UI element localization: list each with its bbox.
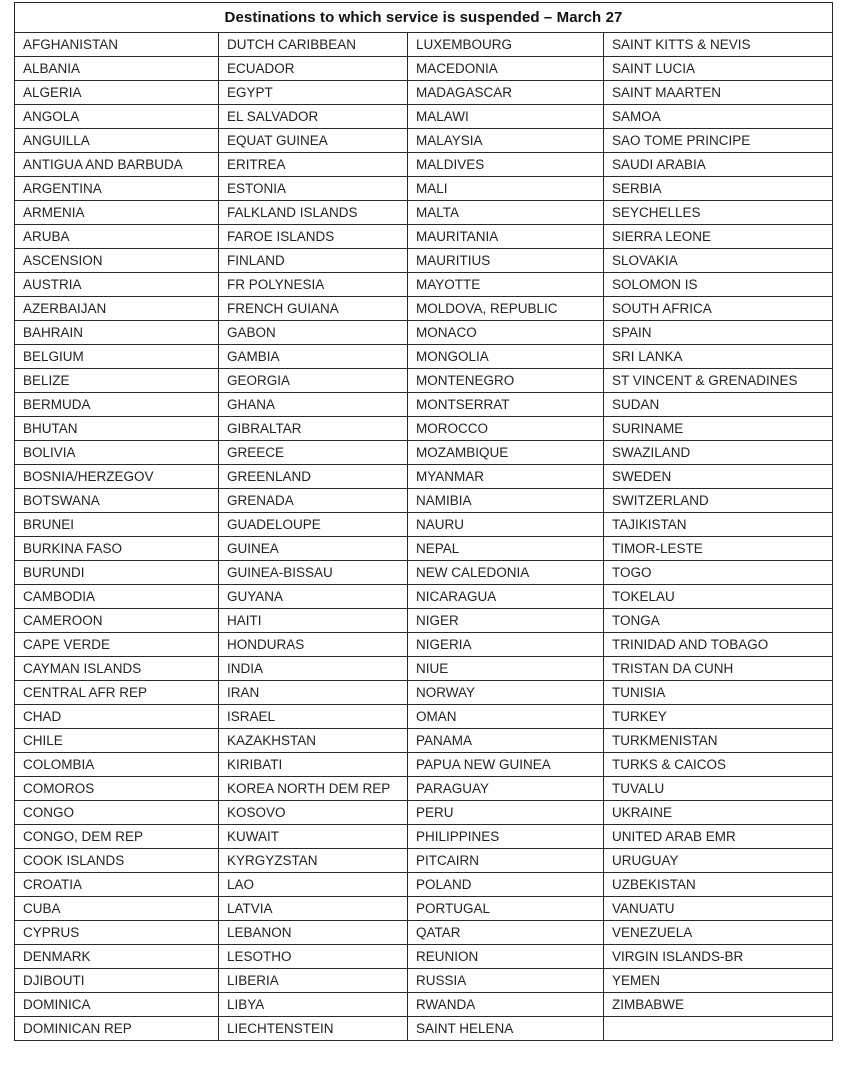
table-cell: ESTONIA <box>219 177 408 201</box>
table-cell: TOGO <box>604 561 833 585</box>
table-cell: RWANDA <box>408 993 604 1017</box>
table-row <box>15 561 833 585</box>
table-row <box>15 681 833 705</box>
table-cell: COMOROS <box>15 777 219 801</box>
table-cell: LIECHTENSTEIN <box>219 1017 408 1041</box>
table-cell: ECUADOR <box>219 57 408 81</box>
table-cell: BOTSWANA <box>15 489 219 513</box>
table-cell: SIERRA LEONE <box>604 225 833 249</box>
table-row <box>15 81 833 105</box>
table-cell: BHUTAN <box>15 417 219 441</box>
table-row <box>15 777 833 801</box>
table-row <box>15 249 833 273</box>
table-cell: KOSOVO <box>219 801 408 825</box>
table-cell: NIUE <box>408 657 604 681</box>
table-cell: CONGO <box>15 801 219 825</box>
table-cell: GUADELOUPE <box>219 513 408 537</box>
table-cell: ANTIGUA AND BARBUDA <box>15 153 219 177</box>
table-cell: MONTSERRAT <box>408 393 604 417</box>
table-cell: SAMOA <box>604 105 833 129</box>
table-row <box>15 921 833 945</box>
table-cell: TURKS & CAICOS <box>604 753 833 777</box>
table-cell: ISRAEL <box>219 705 408 729</box>
table-cell: VENEZUELA <box>604 921 833 945</box>
table-row <box>15 393 833 417</box>
table-cell: SEYCHELLES <box>604 201 833 225</box>
table-cell: ARMENIA <box>15 201 219 225</box>
table-cell: ARUBA <box>15 225 219 249</box>
table-row <box>15 657 833 681</box>
table-row <box>15 297 833 321</box>
table-cell: POLAND <box>408 873 604 897</box>
table-cell: NAMIBIA <box>408 489 604 513</box>
table-cell: LESOTHO <box>219 945 408 969</box>
table-cell: MOZAMBIQUE <box>408 441 604 465</box>
table-cell: MAURITIUS <box>408 249 604 273</box>
table-row <box>15 849 833 873</box>
table-cell: SWITZERLAND <box>604 489 833 513</box>
table-cell: GREENLAND <box>219 465 408 489</box>
table-row <box>15 129 833 153</box>
table-cell: FALKLAND ISLANDS <box>219 201 408 225</box>
table-cell: SPAIN <box>604 321 833 345</box>
table-cell: TOKELAU <box>604 585 833 609</box>
table-row <box>15 369 833 393</box>
table-cell: BELIZE <box>15 369 219 393</box>
table-cell: SWEDEN <box>604 465 833 489</box>
table-cell: TRINIDAD AND TOBAGO <box>604 633 833 657</box>
table-cell: CONGO, DEM REP <box>15 825 219 849</box>
table-cell: ST VINCENT & GRENADINES <box>604 369 833 393</box>
table-row <box>15 273 833 297</box>
table-row <box>15 729 833 753</box>
table-cell: LIBYA <box>219 993 408 1017</box>
table-cell: BAHRAIN <box>15 321 219 345</box>
table-cell: TRISTAN DA CUNH <box>604 657 833 681</box>
table-row <box>15 873 833 897</box>
table-cell: AUSTRIA <box>15 273 219 297</box>
table-cell: SERBIA <box>604 177 833 201</box>
table-cell: SAINT KITTS & NEVIS <box>604 33 833 57</box>
table-cell: AZERBAIJAN <box>15 297 219 321</box>
table-row <box>15 153 833 177</box>
table-row <box>15 201 833 225</box>
table-cell: CUBA <box>15 897 219 921</box>
table-cell: KOREA NORTH DEM REP <box>219 777 408 801</box>
table-cell: RUSSIA <box>408 969 604 993</box>
table-cell: LIBERIA <box>219 969 408 993</box>
table-cell: ASCENSION <box>15 249 219 273</box>
table-cell: GAMBIA <box>219 345 408 369</box>
table-row <box>15 417 833 441</box>
table-cell: DENMARK <box>15 945 219 969</box>
table-cell: NIGER <box>408 609 604 633</box>
table-row <box>15 609 833 633</box>
table-cell: MALAWI <box>408 105 604 129</box>
table-row <box>15 753 833 777</box>
table-cell: UNITED ARAB EMR <box>604 825 833 849</box>
table-cell: CROATIA <box>15 873 219 897</box>
table-row <box>15 441 833 465</box>
table-cell: SUDAN <box>604 393 833 417</box>
table-cell: PITCAIRN <box>408 849 604 873</box>
table-cell: MONTENEGRO <box>408 369 604 393</box>
table-cell: URUGUAY <box>604 849 833 873</box>
table-cell: PORTUGAL <box>408 897 604 921</box>
table-cell: MONGOLIA <box>408 345 604 369</box>
table-cell: DOMINICA <box>15 993 219 1017</box>
table-row <box>15 513 833 537</box>
table-cell: NAURU <box>408 513 604 537</box>
table-cell: DJIBOUTI <box>15 969 219 993</box>
table-row <box>15 321 833 345</box>
table-cell: MALDIVES <box>408 153 604 177</box>
table-title: Destinations to which service is suspended – March 27 <box>15 3 833 33</box>
table-cell: SAO TOME PRINCIPE <box>604 129 833 153</box>
table-cell: SAINT HELENA <box>408 1017 604 1041</box>
table-row <box>15 57 833 81</box>
table-cell: PANAMA <box>408 729 604 753</box>
table-cell: ERITREA <box>219 153 408 177</box>
table-cell: FRENCH GUIANA <box>219 297 408 321</box>
table-cell: KAZAKHSTAN <box>219 729 408 753</box>
table-cell: KIRIBATI <box>219 753 408 777</box>
table-cell: CAMBODIA <box>15 585 219 609</box>
table-cell: TONGA <box>604 609 833 633</box>
table-cell: SRI LANKA <box>604 345 833 369</box>
table-cell: GUINEA <box>219 537 408 561</box>
table-cell: SAUDI ARABIA <box>604 153 833 177</box>
table-cell: GUINEA-BISSAU <box>219 561 408 585</box>
table-cell: COLOMBIA <box>15 753 219 777</box>
table-cell: SOUTH AFRICA <box>604 297 833 321</box>
table-row <box>15 633 833 657</box>
table-cell: ALGERIA <box>15 81 219 105</box>
table-row <box>15 537 833 561</box>
table-row <box>15 225 833 249</box>
table-row <box>15 705 833 729</box>
table-cell: MAYOTTE <box>408 273 604 297</box>
table-cell: FINLAND <box>219 249 408 273</box>
table-cell: NIGERIA <box>408 633 604 657</box>
table-header <box>15 3 833 33</box>
table-cell: MACEDONIA <box>408 57 604 81</box>
table-cell: YEMEN <box>604 969 833 993</box>
table-cell: LUXEMBOURG <box>408 33 604 57</box>
table-cell: KUWAIT <box>219 825 408 849</box>
table-cell: REUNION <box>408 945 604 969</box>
table-cell: SOLOMON IS <box>604 273 833 297</box>
table-cell: INDIA <box>219 657 408 681</box>
table-cell: PHILIPPINES <box>408 825 604 849</box>
table-cell: MOROCCO <box>408 417 604 441</box>
table-cell: NEPAL <box>408 537 604 561</box>
table-cell: ARGENTINA <box>15 177 219 201</box>
table-cell: MALI <box>408 177 604 201</box>
table-row <box>15 945 833 969</box>
table-cell: GHANA <box>219 393 408 417</box>
table-row <box>15 177 833 201</box>
table-cell: MOLDOVA, REPUBLIC <box>408 297 604 321</box>
table-cell: SAINT MAARTEN <box>604 81 833 105</box>
header-row <box>15 3 833 33</box>
table-cell: BOSNIA/HERZEGOV <box>15 465 219 489</box>
table-cell: SURINAME <box>604 417 833 441</box>
table-row <box>15 969 833 993</box>
table-body <box>15 33 833 1041</box>
table-cell: SAINT LUCIA <box>604 57 833 81</box>
table-cell: PARAGUAY <box>408 777 604 801</box>
suspended-destinations-table <box>14 2 833 1041</box>
table-cell: ALBANIA <box>15 57 219 81</box>
table-cell: GIBRALTAR <box>219 417 408 441</box>
table-cell: BRUNEI <box>15 513 219 537</box>
table-row <box>15 465 833 489</box>
table-cell: LAO <box>219 873 408 897</box>
table-cell: HAITI <box>219 609 408 633</box>
table-cell: NORWAY <box>408 681 604 705</box>
table-cell: QATAR <box>408 921 604 945</box>
table-cell: TAJIKISTAN <box>604 513 833 537</box>
table-cell: DUTCH CARIBBEAN <box>219 33 408 57</box>
table-cell: PERU <box>408 801 604 825</box>
table-cell: NEW CALEDONIA <box>408 561 604 585</box>
table-cell: CHILE <box>15 729 219 753</box>
table-cell: GABON <box>219 321 408 345</box>
table-row <box>15 585 833 609</box>
table-cell: GREECE <box>219 441 408 465</box>
table-cell: AFGHANISTAN <box>15 33 219 57</box>
table-cell: LEBANON <box>219 921 408 945</box>
table-cell: TIMOR-LESTE <box>604 537 833 561</box>
table-cell: UZBEKISTAN <box>604 873 833 897</box>
table-cell: ZIMBABWE <box>604 993 833 1017</box>
table-cell: GUYANA <box>219 585 408 609</box>
table-cell: EQUAT GUINEA <box>219 129 408 153</box>
table-cell: CHAD <box>15 705 219 729</box>
table-cell: VIRGIN ISLANDS-BR <box>604 945 833 969</box>
table-row <box>15 1017 833 1041</box>
table-cell: CYPRUS <box>15 921 219 945</box>
table-cell: COOK ISLANDS <box>15 849 219 873</box>
table-cell: TUVALU <box>604 777 833 801</box>
table-cell: MADAGASCAR <box>408 81 604 105</box>
table-row <box>15 105 833 129</box>
table-cell: SWAZILAND <box>604 441 833 465</box>
table-cell: MYANMAR <box>408 465 604 489</box>
table-cell: VANUATU <box>604 897 833 921</box>
table-row <box>15 825 833 849</box>
table-cell: CENTRAL AFR REP <box>15 681 219 705</box>
table-cell: EGYPT <box>219 81 408 105</box>
table-cell: MALTA <box>408 201 604 225</box>
table-cell <box>604 1017 833 1041</box>
table-cell: SLOVAKIA <box>604 249 833 273</box>
table-cell: UKRAINE <box>604 801 833 825</box>
table-cell: EL SALVADOR <box>219 105 408 129</box>
table-cell: LATVIA <box>219 897 408 921</box>
table-cell: IRAN <box>219 681 408 705</box>
table-cell: OMAN <box>408 705 604 729</box>
table-cell: GEORGIA <box>219 369 408 393</box>
table-cell: TUNISIA <box>604 681 833 705</box>
table-cell: HONDURAS <box>219 633 408 657</box>
table-cell: BOLIVIA <box>15 441 219 465</box>
table-cell: ANGUILLA <box>15 129 219 153</box>
table-cell: MAURITANIA <box>408 225 604 249</box>
table-row <box>15 897 833 921</box>
table-cell: TURKMENISTAN <box>604 729 833 753</box>
table-cell: KYRGYZSTAN <box>219 849 408 873</box>
table-cell: CAMEROON <box>15 609 219 633</box>
table-cell: BERMUDA <box>15 393 219 417</box>
table-cell: MALAYSIA <box>408 129 604 153</box>
table-row <box>15 489 833 513</box>
table-row <box>15 993 833 1017</box>
table-row <box>15 801 833 825</box>
table-cell: PAPUA NEW GUINEA <box>408 753 604 777</box>
table-row <box>15 33 833 57</box>
table-cell: DOMINICAN REP <box>15 1017 219 1041</box>
table-cell: MONACO <box>408 321 604 345</box>
table-cell: FAROE ISLANDS <box>219 225 408 249</box>
table-cell: GRENADA <box>219 489 408 513</box>
table-cell: ANGOLA <box>15 105 219 129</box>
table-cell: CAPE VERDE <box>15 633 219 657</box>
table-cell: NICARAGUA <box>408 585 604 609</box>
table-cell: TURKEY <box>604 705 833 729</box>
table-cell: FR POLYNESIA <box>219 273 408 297</box>
table-cell: BURKINA FASO <box>15 537 219 561</box>
table-cell: BURUNDI <box>15 561 219 585</box>
table-cell: BELGIUM <box>15 345 219 369</box>
table-cell: CAYMAN ISLANDS <box>15 657 219 681</box>
table-row <box>15 345 833 369</box>
